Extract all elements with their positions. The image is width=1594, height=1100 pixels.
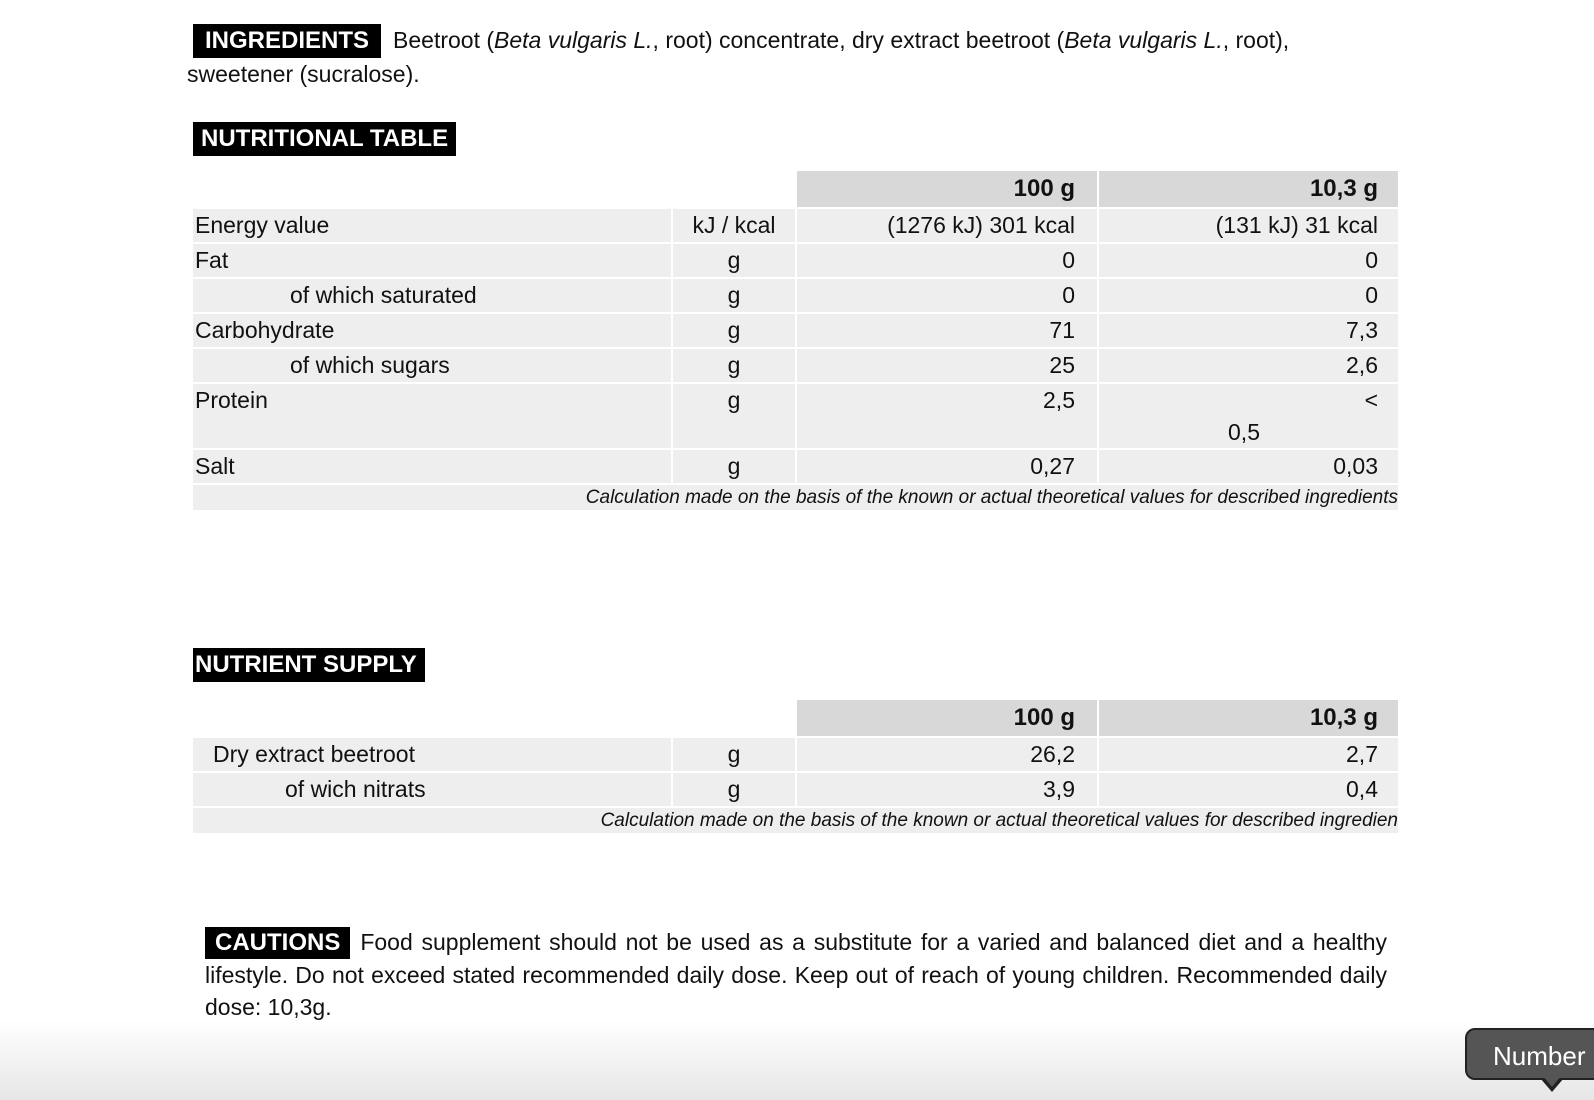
row-value-serving: 2,7 — [1099, 738, 1398, 771]
row-name: of which sugars — [193, 349, 671, 382]
row-value-100g: 3,9 — [797, 773, 1097, 806]
row-name: Fat — [193, 244, 671, 277]
row-unit: kJ / kcal — [673, 209, 795, 242]
row-unit: g — [673, 773, 795, 806]
ingredients-section — [187, 24, 1387, 91]
nutritional-table — [193, 171, 1398, 510]
ingredients-latin-1: Beta vulgaris L. — [494, 27, 653, 53]
row-unit: g — [673, 279, 795, 312]
ingredients-text-3: , root), — [1222, 27, 1290, 53]
table-row — [193, 244, 1398, 277]
column-header-serving: 10,3 g — [1099, 171, 1398, 207]
row-name: of wich nitrats — [193, 773, 671, 806]
bottom-toolbar — [0, 1020, 1594, 1100]
row-value-100g: 2,5 — [797, 384, 1097, 448]
table-header-row — [193, 171, 1398, 207]
header-blank-cell — [193, 700, 671, 736]
row-value-serving: 0,4 — [1099, 773, 1398, 806]
row-value-100g: 0 — [797, 279, 1097, 312]
row-unit: g — [673, 244, 795, 277]
row-value-100g: (1276 kJ) 301 kcal — [797, 209, 1097, 242]
row-value-serving-cell — [1099, 384, 1398, 448]
column-header-100g: 100 g — [797, 171, 1097, 207]
nutritional-table-title: NUTRITIONAL TABLE — [193, 122, 456, 156]
row-unit: g — [673, 349, 795, 382]
table-row — [193, 450, 1398, 483]
row-name: Dry extract beetroot — [193, 738, 671, 771]
ingredients-latin-2: Beta vulgaris L. — [1064, 27, 1223, 53]
header-blank-cell — [673, 171, 795, 207]
table-row — [193, 209, 1398, 242]
cautions-section — [205, 926, 1387, 1023]
table-row — [193, 384, 1398, 448]
column-header-serving: 10,3 g — [1099, 700, 1398, 736]
row-value-100g: 25 — [797, 349, 1097, 382]
row-value-serving: 0 — [1099, 244, 1398, 277]
row-value-100g: 71 — [797, 314, 1097, 347]
row-unit: g — [673, 384, 795, 448]
row-value-serving: 7,3 — [1099, 314, 1398, 347]
nutritional-table-heading — [193, 122, 456, 156]
table-footnote: Calculation made on the basis of the known or actual theoretical values for described ingredients — [193, 485, 1398, 510]
row-value-serving: 0,03 — [1099, 450, 1398, 483]
header-blank-cell — [673, 700, 795, 736]
column-header-100g: 100 g — [797, 700, 1097, 736]
row-unit: g — [673, 738, 795, 771]
cautions-text: Food supplement should not be used as a substitute for a varied and balanced diet and a healthy lifestyle. Do not exceed stated recommended daily dose. Keep out of reach of young children. Recommended daily dose: 10,3g. — [205, 929, 1387, 1020]
table-row — [193, 349, 1398, 382]
row-name: Energy value — [193, 209, 671, 242]
nutrient-supply-title: NUTRIENT SUPPLY — [193, 648, 425, 682]
row-value-serving-wrapped: 0,5 — [1228, 419, 1260, 445]
row-name: Salt — [193, 450, 671, 483]
row-value-100g: 0 — [797, 244, 1097, 277]
row-value-100g: 0,27 — [797, 450, 1097, 483]
row-name: of which saturated — [193, 279, 671, 312]
header-blank-cell — [193, 171, 671, 207]
row-value-serving: < — [1364, 387, 1378, 413]
row-value-serving: 0 — [1099, 279, 1398, 312]
ingredients-label: INGREDIENTS — [193, 24, 381, 58]
table-header-row — [193, 700, 1398, 736]
ingredients-text-2: , root) concentrate, dry extract beetroot ( — [652, 27, 1065, 53]
nutrient-supply-table — [193, 700, 1398, 833]
row-value-serving: (131 kJ) 31 kcal — [1099, 209, 1398, 242]
ingredients-text-4: sweetener (sucralose). — [187, 61, 420, 87]
row-name: Protein — [193, 384, 671, 448]
table-row — [193, 279, 1398, 312]
tooltip-pointer — [1540, 1078, 1564, 1092]
table-row — [193, 314, 1398, 347]
ingredients-text-1: Beetroot ( — [393, 27, 495, 53]
nutrient-supply-heading — [193, 648, 425, 682]
tooltip: Number — [1465, 1028, 1594, 1080]
table-footnote: Calculation made on the basis of the known or actual theoretical values for described ingredien — [193, 808, 1398, 833]
row-name: Carbohydrate — [193, 314, 671, 347]
cautions-label: CAUTIONS — [205, 927, 350, 959]
table-row — [193, 738, 1398, 771]
row-unit: g — [673, 314, 795, 347]
row-value-100g: 26,2 — [797, 738, 1097, 771]
row-value-serving: 2,6 — [1099, 349, 1398, 382]
row-unit: g — [673, 450, 795, 483]
table-row — [193, 773, 1398, 806]
